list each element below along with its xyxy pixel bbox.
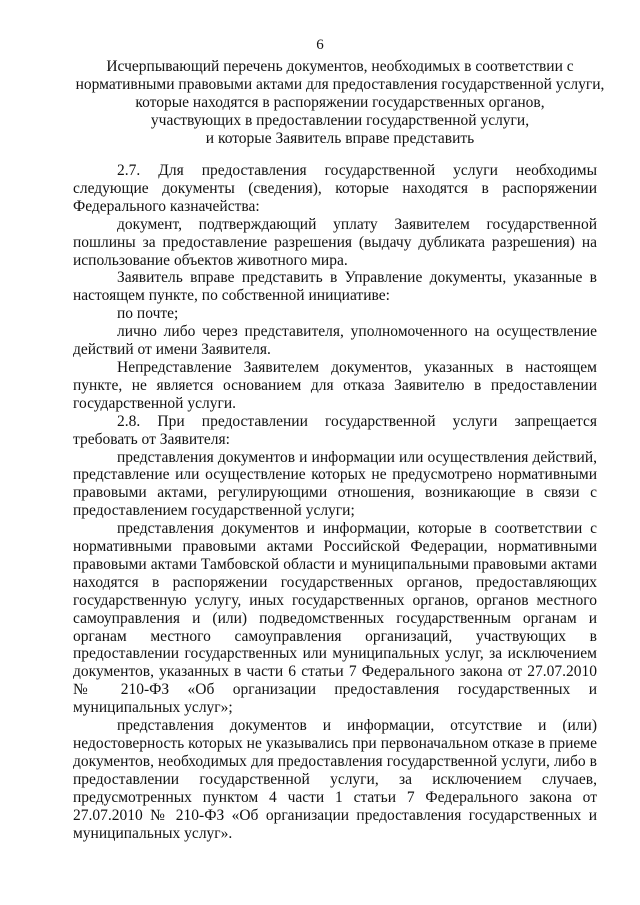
heading-line: Исчерпывающий перечень документов, необходимых в соответствии с [106, 58, 574, 75]
heading-line: участвующих в предоставлении государственной услуги, [150, 112, 530, 129]
page-number: 6 [316, 37, 324, 53]
paragraph-2-8: 2.8. При предоставлении государственной услуги запрещается требовать от Заявителя: [73, 412, 597, 448]
section-heading [70, 58, 610, 148]
paragraph-prohibition-documents: представления документов и информации, которые в соответствии с нормативными правовыми актами Российской Федерации, нормативными правовыми актами Тамбовской области и муниципальными правовыми актами находятся в распоряжении государственных органов, предоставляющих государственную услугу, иных государственных органов, органов местного самоуправления и (или) подведомственных государственным органам и органам местного самоуправления организаций, участвующих в предоставлении государственных или муниципальных услуг, за исключением документов, указанных в части 6 статьи 7 Федерального закона от 27.07.2010 № 210-ФЗ «Об организации предоставления государственных и муниципальных услуг»; [73, 520, 597, 717]
paragraph-payment-document: документ, подтверждающий уплату Заявителем государственной пошлины за предоставление разрешения (выдачу дубликата разрешения) на использование объектов животного мира. [73, 215, 597, 269]
paragraph-own-initiative: Заявитель вправе представить в Управление документы, указанные в настоящем пункте, по собственной инициативе: [73, 269, 597, 305]
paragraph-by-mail: по почте; [117, 305, 179, 323]
heading-line: нормативными правовыми актами для предоставления государственной услуги, [75, 76, 605, 93]
paragraph-2-7: 2.7. Для предоставления государственной услуги необходимы следующие документы (сведения), которые находятся в распоряжении Федерального казначейства: [73, 162, 597, 215]
heading-line: которые находятся в распоряжении государственных органов, [135, 94, 545, 111]
heading-line: и которые Заявитель вправе представить [205, 130, 475, 147]
paragraph-in-person: лично либо через представителя, уполномоченного на осуществление действий от имени Заявителя. [73, 323, 597, 359]
paragraph-non-submission: Непредставление Заявителем документов, указанных в настоящем пункте, не является основанием для отказа Заявителю в предоставлении государственной услуги. [73, 358, 597, 412]
document-body [73, 162, 597, 842]
paragraph-prohibition-actions: представления документов и информации или осуществления действий, представление или осуществление которых не предусмотрено нормативными правовыми актами, регулирующими отношения, возникающие в связи с предоставлением государственной услуги; [73, 448, 597, 520]
paragraph-prohibition-unreported: представления документов и информации, отсутствие и (или) недостоверность которых не указывались при первоначальном отказе в приеме документов, необходимых для предоставления государственной услуги, либо в предоставлении государственной услуги, за исключением случаев, предусмотренных пунктом 4 части 1 статьи 7 Федерального закона от 27.07.2010 № 210-ФЗ «Об организации предоставления государственных и муниципальных услуг». [73, 717, 597, 842]
